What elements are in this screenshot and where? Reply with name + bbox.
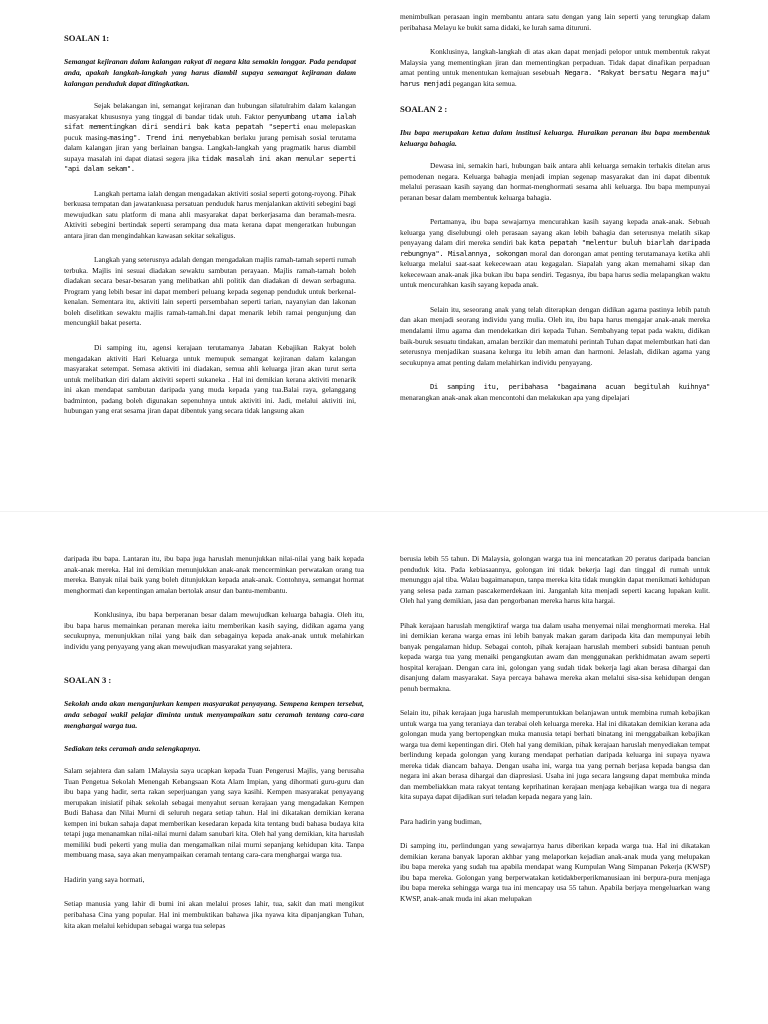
page-bottom-left	[0, 512, 384, 1024]
paragraph-gotong-royong: Langkah pertama ialah dengan mengadakan aktiviti sosial seperti gotong-royong. Pihak berkuasa tempatan dan jawatankuasa persatuan penduduk harus menjalankan aktiviti sebegini bagi mewujudkan satu platform di mana ahli masyarakat dapat berkerjasama dan beramah-mesra. Aktiviti sebegini bertindak seperti serampang dua mata kerana dapat mengeratkan hubungan antara jiran dan mengindahkan kawasan sekitar sekaligus.	[64, 188, 356, 240]
page-divider	[0, 511, 768, 512]
paragraph-warga-tua: Setiap manusia yang lahir di bumi ini akan melalui proses lahir, tua, sakit dan mati mengikut peribahasa Cina yang popular. Hal ini membuktikan bahawa jika nyawa kita dipanjangkan Tuhan, kita akan melalui kehidupan sebagai warga tua selepas	[64, 899, 364, 930]
paragraph-acuan: Di samping itu, peribahasa "bagaimana acuan begitulah kuihnya" menarangkan anak-anak akan mencontohi dan melakukan apa yang dipelajari	[400, 382, 710, 402]
conclusion-1: Konklusinya, langkah-langkah di atas akan dapat menjadi pelopor untuk membentuk rakyat Malaysia yang mementingkan jiran dan mementingkan perpaduan. Tidak dapat dinafikan perpaduan amat penting untuk menentukan kemajuan sesebuah Negara. "Rakyat bersatu Negara maju" harus menjadi pegangan kita semua.	[400, 47, 710, 88]
intro-paragraph: Sejak belakangan ini, semangat kejiranan dan hubungan silatulrahim dalam kalangan masyarakat khususnya yang tinggal di bandar tidak utuh. Faktor penyumbang utama ialah sifat mementingkan diri sendiri bak kata pepatah "seperti enau melepaskan pucuk masing-masing". Trend ini menyebabkan berlaku jurang pemisah sosial terutama dalam kalangan jiran yang berlainan bangsa. Langkah-langkah yang pragmatik harus diambil supaya masalah ini dapat diatasi segera jika tidak masalah ini akan menular seperti "api dalam sekam".	[64, 101, 356, 174]
paragraph-rumah-kebajikan: Selain itu, pihak kerajaan juga haruslah memperuntukkan belanjawan untuk membina rumah kebajikan untuk warga tua yang teraniaya dan terabai oleh keluarga mereka. Hal ini dikatakan demikian kerana ada golongan muda yang bertopengkan muka manusia tetapi berhati binatang ini menggabaikan kebajikan warga tua demi kepentingan diri. Oleh hal yang demikian, pihak kerajaan haruslah menyediakan tempat berlindung kepada golongan yang kurang mendapat perhatian daripada keluarga ini supaya nyawa mereka tidak diancam bahaya. Dengan usaha ini, warga tua yang pernah berjasa kepada bangsa dan negara ini akan berasa dihargai dan diapresiasi. Usaha ini juga secara langsung dapat membuka minda dan membeliakkan mata rakyat tentang keprihatinan kerajaan menjaga kebajikan warga tua di negara kita supaya dapat dijadikan suri teladan kepada negara yang lain.	[400, 708, 710, 802]
instruction: Sediakan teks ceramah anda selengkapnya.	[64, 744, 201, 754]
paragraph-perlindungan: Di samping itu, perlindungan yang sewajarnya harus diberikan kepada warga tua. Hal ini dikatakan demikian kerana banyak laporan akhbar yang melaporkan kejadian anak-anak muda yang melupakan ibu bapa mereka yang sudah tua apabila mendapat wang Kumpulan Wang Simpanan Pekerja (KWSP) ibu bapa mereka. Golongan yang berperwatakan ketidakberperikmanusiaan ini berpura-pura menjaga ibu bapa mereka sehingga warga tua ini mencapay usa 55 tahun. Apabila berjaya mengeluarkan wang KWSP, anak-anak muda ini akan melupakan	[400, 841, 710, 903]
conclusion-2: Konklusinya, ibu bapa berperanan besar dalam mewujudkan keluarga bahagia. Oleh itu, ibu bapa harus memainkan peranan mereka iaitu memberikan kasih saying, didikan agama yang secukupnya, menunjukkan nilai yang baik dan sebagainya kepada anak-anak untuk melahirkan individu yang penyayang yang akan mewujudkan masyarakat yang sejahtera.	[64, 610, 364, 651]
paragraph-kasih-sayang: Pertamanya, ibu bapa sewajarnya mencurahkan kasih sayang kepada anak-anak. Sebuah keluarga yang diselubungi oleh perasaan sayang akan lebih bahagia dan seterusnya melatih sikap penyayang dalam diri mereka sendiri bak kata pepatah "melentur buluh biarlah daripada rebungnya". Misalannya, sokongan moral dan dorongan amat penting terutamanaya ketika ahli keluarga melalui saat-saat kekecewaan atau kegagalan. Siapalah yang akan memahami sikap dan kekecewaan anak-anak jika bukan ibu bapa sendiri. Tegasnya, ibu bapa harus sedia melapangkan waktu untuk mencurahkan kasih sayang kepada anak.	[400, 217, 710, 290]
paragraph-didikan-agama: Selain itu, seseorang anak yang telah diterapkan dengan didikan agama pastinya lebih patuh dan akan menjadi seorang individu yang mulia. Oleh itu, ibu bapa harus mengajar anak-anak mereka mendalami ilmu agama dan mendekatkan diri kepada Tuhan. Sembahyang tepat pada waktu, didikan baik-buruk sesuatu tindakan, amalan berzikir dan mematuhi perintah Tuhan dapat melembutkan hati dan seterusnya menjadikan suasana kelurga itu lebih aman dan harmoni. Jelaslah, didikan agama yang secukupnya amat penting dalam melahirkan individu penyayang.	[400, 304, 710, 367]
continued-text: berusia lebih 55 tahun. Di Malaysia, golongan warga tua ini mencatatkan 20 peratus daripada bancian penduduk kita. Pada kebiasaannya, golongan ini tidak bekerja lagi dan tinggal di rumah untuk menunggu ajal tiba. Walau bagaimanapun, tanpa mereka kita tidak mungkin dapat menikmati kehidupan yang selesa pada zaman pascakemerdekaan ini. Janganlah kita menjadi seperti kacang lupakan kulit. Oleh hal yang demikian, jasa dan pengorbanan mereka harus kita hargai.	[400, 554, 710, 606]
page-top-left	[0, 0, 384, 512]
question-2: Ibu bapa merupakan ketua dalam institusi keluarga. Huraikan peranan ibu bapa membentuk keluarga bahagia.	[400, 128, 710, 149]
paragraph-hari-keluarga: Di samping itu, agensi kerajaan terutamanya Jabatan Kebajikan Rakyat boleh mengadakan aktiviti Hari Keluarga untuk memupuk semangat kejiranan dalam kalangan masyarakat setempat. Semasa aktiviti ini diadakan, semua ahli keluarga jiran akan turut serta untuk melibatkan diri dalam aktiviti seperti sukaneka . Hal ini demikian kerana aktiviti menarik ini akan mendapat sambutan daripada yang muda kepada yang tua.Balai raya, gelanggang badminton, padang boleh digunakan sepenuhnya untuk aktiviti ini. Jadi, melalui aktiviti ini, hubungan yang erat sesama jiran dapat dibentuk yang secara tidak langsung akan	[64, 343, 356, 416]
paragraph-pihak-kerajaan: Pihak kerajaan haruslah mengiktiraf warga tua dalam usaha menyemai nilai menghormati mereka. Hal ini demikian kerana warga emas ini lebih banyak makan garam daripada kita dan mempunyai lebih banyak pengalaman hidup. Sebagai contoh, pihak kerajaan haruslah memberi subsidi bantuan penuh kepada warga tua yang menaiki pengangkutan awam dan menggunakan perkhidmatan awam seperti hospital kerajaan. Dengan cara ini, golongan yang sudah tidak bekerja lagi akan berasa dihargai dan disanjung dalam masyarakat. Saya percaya bahawa mereka akan melalui sisa-sisa kehidupan dengan penuh bermakna.	[400, 620, 710, 693]
heading-soalan-3: SOALAN 3 :	[64, 675, 112, 686]
heading-soalan-1: SOALAN 1:	[64, 33, 110, 43]
page-top-right	[384, 0, 768, 512]
continued-text: menimbulkan perasaan ingin membantu antara satu dengan yang lain seperti yang terungkap dalam peribahasa Melayu ke bukit sama didaki, ke lurah sama dituruni.	[400, 12, 710, 32]
question-3: Sekolah anda akan menganjurkan kempen masyarakat penyayang. Sempena kempen tersebut, anda sebagai wakil pelajar diminta untuk menyampaikan satu ceramah tentang cara-cara menghargai warga tua.	[64, 699, 364, 731]
address-hadirin: Hadirin yang saya hormati,	[64, 874, 145, 884]
paragraph-ramah-tamah: Langkah yang seterusnya adalah dengan mengadakan majlis ramah-tamah seperti rumah terbuka. Majlis ini sesuai diadakan sewaktu sambutan perayaan. Majlis ramah-tamah boleh diadakan secara besar-besaran yang melibatkan ahli politik dan diadakan di dewan serbaguna. Program yang lebih besar ini dapat memberi peluang kepada segenap penduduk untuk berkenal-kenalan. Sementara itu, aktiviti lain seperti persembahan seperti tarian, nayanyian dan lakonan boleh diselitkan sewaktu majlis ramah-tamah.Ini dapat menarik lebih ramai pengunjung dan mencungkil bakat peserta.	[64, 255, 356, 328]
heading-soalan-2: SOALAN 2 :	[400, 104, 448, 115]
page-bottom-right	[384, 512, 768, 1024]
address-para-hadirin: Para hadirin yang budiman,	[400, 816, 482, 826]
question-1: Semangat kejiranan dalam kalangan rakyat di negara kita semakin longgar. Pada pendapat anda, apakah langkah-langkah yang harus diambil supaya semangat kejiranan dalam kalangan penduduk dapat ditingkatkan.	[64, 57, 356, 89]
paragraph-salam: Salam sejahtera dan salam 1Malaysia saya ucapkan kepada Tuan Pengerusi Majlis, yang berusaha Tuan Pengetua Sekolah Menengah Kebangsaan Kota Alam Impian, yang dihormati guru-guru dan ibu bapa yang hadir, serta rakan seperjuangan yang saya kasihi. Kempen masyarakat penyayang merupakan inisiatif pihak sekolah sebagai menyahut seruan kerajaan yang mengadakan Kempen Budi Bahasa dan Nilai Murni di seluruh negara setiap tahun. Hal ini dikatakan demikian kerana kempen ini bukan sahaja dapat memberikan kesedaran kepada kita tentang budi bahasa budaya kita tetapi juga menanamkan nilai-nilai murni dalam sanubari kita. Oleh hal yang demikian, kita haruslah memiliki budi pekerti yang mulia dan mengamalkan nilai murni sepanjang kehidupan kita. Tanpa membuang masa, saya akan menyampaikan ceramah tentang cara-cara menghargai warga tua.	[64, 766, 364, 860]
continued-text: daripada ibu bapa. Lantaran itu, ibu bapa juga haruslah menunjukkan nilai-nilai yang baik kepada anak-anak mereka. Hal ini demikian menunjukkan anak-anak mencerminkan perwatakan orang tua mereka. Banyak nilai baik yang boleh ditunjukkan kepada anak-anak. Contohnya, semangat hormat menghormati dan kepentingan amalan bertolak ansur dan bantu-membantu.	[64, 554, 364, 595]
paragraph-dewasa-ini: Dewasa ini, semakin hari, hubungan baik antara ahli keluarga semakin terhakis ditelan arus pemodenan negara. Keluarga bahagia menjadi impian segenap masyarakat dan ini dapat dibentuk melalui perasaan kasih sayang dan hormat-menghormati sesama ahli keluarga. Ibu bapa mempunyai peranan besar dalam membentuk keluarga bahagia.	[400, 161, 710, 202]
